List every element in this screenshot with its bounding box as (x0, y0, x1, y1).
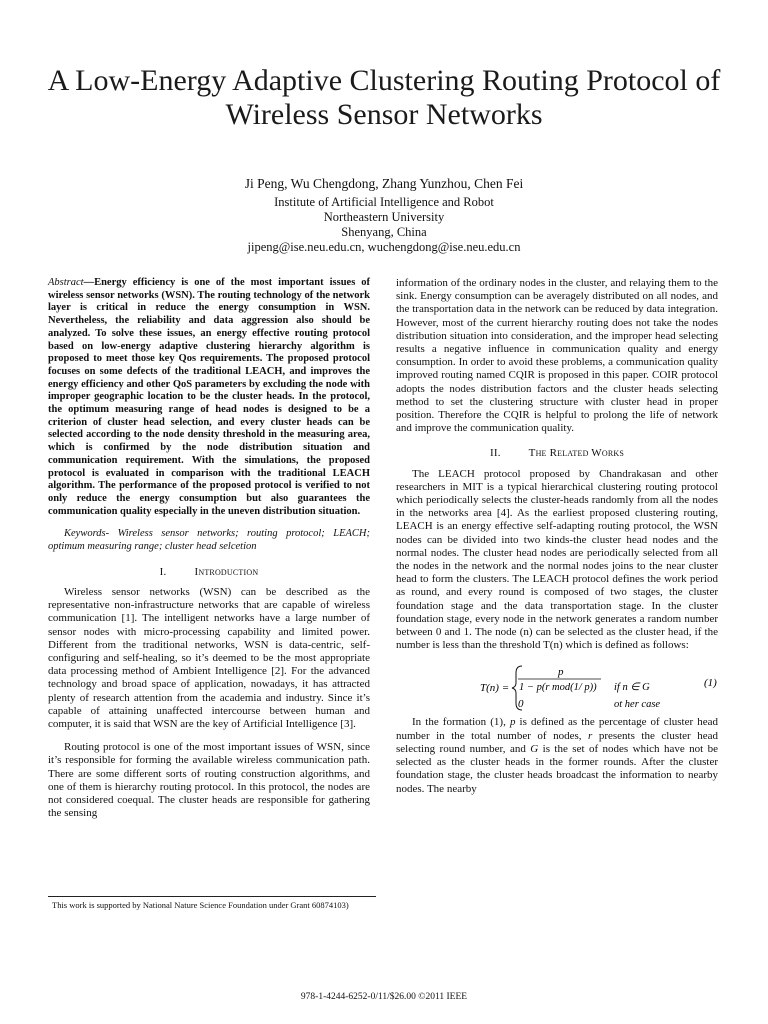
section-number: II. (489, 447, 501, 460)
para-text: is the set of nodes which have not be selected as the cluster heads in the former rounds. After the cluster foundation stage, the cluster heads broadcast the information to nearby nodes. The nearby (396, 742, 719, 795)
equation-number: (1) (704, 677, 717, 690)
footnote: This work is supported by National Nature Science Foundation under Grant 60874103) (52, 900, 349, 910)
variable-p: p (509, 716, 516, 729)
para-text: In the formation (1), (412, 716, 510, 729)
section-title: Introduction (194, 565, 259, 578)
intro-paragraph-2: Routing protocol is one of the most important issues of WSN, since it’s responsible for forming the available wireless communication path. There are some different sorts of routing construction algorithms, and one of them is hierarchy routing protocol. In this protocol, the nodes are not considered coequal. The cluster heads are responsible for gathering the sensing (48, 741, 370, 820)
equation-zero: 0 (518, 698, 524, 711)
abstract-label: Abstract (48, 277, 84, 288)
equation-condition-1: if n ∈ G (614, 682, 650, 694)
equation-denominator: 1 − p(r mod(1/ p)) (519, 682, 597, 694)
section-heading-introduction (48, 566, 370, 579)
section-title: The Related Works (528, 447, 625, 460)
variable-r: r (588, 729, 593, 742)
intro-paragraph-2-continued: information of the ordinary nodes in the cluster, and relaying them to the sink. Energy consumption can be averagely distributed on all nodes, and the transportation data in the network can be reduced by data integration. However, most of the current hierarchy routing does not take the nodes distribution situation into consideration, and the improper head selecting results a negative influence in communication quality and energy consumption. In order to avoid these problems, a communication quality improved routing named CQIR is proposed in this paper. COIR protocol adopts the nodes distribution factors and the cluster heads selecting method to set the clustering structure with cluster head in proper position. Therefore the CQIR is helpful to prolong the life of network and improve the communication quality. (396, 277, 718, 435)
section-heading-related-works (396, 447, 718, 460)
para-text: presents the cluster head selecting round number, and (396, 729, 718, 755)
variable-g: G (530, 742, 539, 755)
author-names: Ji Peng, Wu Chengdong, Zhang Yunzhou, Chen Fei (244, 176, 524, 191)
equation-numerator: p (558, 666, 564, 679)
left-column (48, 277, 370, 820)
equation-threshold (396, 660, 718, 712)
author-emails: jipeng@ise.neu.edu.cn, wuchengdong@ise.neu.edu.cn (247, 240, 521, 254)
right-column (396, 277, 718, 796)
author-block (84, 176, 684, 255)
affiliation-university: Northeastern University (323, 210, 445, 224)
equation-lhs: T(n) = (480, 682, 510, 695)
intro-paragraph-1: Wireless sensor networks (WSN) can be described as the representative non-infrastructure networks that are capable of wireless communication [1]. The intelligent networks have a large number of sensor nodes with micro-processing capability and limited power. Different from the traditional networks, WSN is data-centric, self-configuring and self-healing, so it’s deemed to be the most appropriate data processing method of Ambient Intelligence [2]. For the advanced technology and broad space of application, nowadays, it has attracted plenty of research attention from the academia and industry. Since it’s capable of attaining unaffected intercourse between human and computer, it is said that WSN are the key of Artificial Intelligence [3]. (48, 585, 370, 730)
related-paragraph-1: The LEACH protocol proposed by Chandrakasan and other researchers in MIT is a typical hierarchical clustering routing protocol which periodically selects the cluster-heads randomly from all the nodes in the networks area [4]. As the earliest proposed clustering routing, LEACH is an energy effective self-adapting routing protocol, the WSN nodes can be divided into two kinds-the cluster head nodes and the normal nodes. The cluster head nodes are periodically selected from all the nodes in the network and the normal nodes joins to the near cluster head to form the clusters. The LEACH protocol defines the work period as round, and every round is composed of two stages, the cluster foundation stage and the data transportation stage. In the cluster foundation stage, every node in the network generates a random number between 0 and 1. The node (n) can be selected as the cluster head, if the number is less than the threshold T(n) which is defined as follows: (396, 467, 718, 652)
copyright-footer: 978-1-4244-6252-0/11/$26.00 ©2011 IEEE (300, 992, 468, 1002)
abstract (48, 277, 370, 518)
affiliation-location: Shenyang, China (341, 225, 427, 239)
abstract-text: —Energy efficiency is one of the most important issues of wireless sensor networks (WSN). The routing technology of the network layer is critical in reduce the energy consumption in WSN. Nevertheless, the reliability and data aggression also should be analyzed. To solve these issues, an energy effective routing protocol based on low-energy adaptive clustering hierarchy algorithm is proposed to meet those key Qos requirements. The proposed protocol focuses on some defects of the traditional LEACH, and improves the energy efficiency and other QoS parameters by excluding the node with improper geographic location to be the cluster heads. In the protocol, the optimum measuring range of head nodes is designed to be a criterion of cluster head selection, and every cluster heads can be selected according to the node density threshold in the measuring area, which is confirmed by the node distribution situation and communication requirement. With the simulations, the proposed protocol is evaluated in comparison with the traditional LEACH algorithm. The performance of the proposed protocol is verified to not only reduce the energy consumption but also guarantees the communication quality especially in the uneven distribution situation. (48, 277, 370, 517)
paper-title: A Low-Energy Adaptive Clustering Routing Protocol of Wireless Sensor Networks (47, 64, 721, 131)
para-text: is defined as the percentage of cluster head number in the total number of nodes, (396, 716, 718, 742)
equation-graphic (396, 660, 718, 712)
affiliation-institute: Institute of Artificial Intelligence and Robot (274, 195, 494, 209)
keywords: Keywords- Wireless sensor networks; routing protocol; LEACH; optimum measuring range; cluster head selcetion (48, 528, 370, 553)
equation-condition-2: ot her case (614, 699, 661, 711)
footnote-divider (48, 896, 376, 897)
section-number: I. (159, 565, 167, 578)
related-paragraph-2 (396, 716, 718, 795)
